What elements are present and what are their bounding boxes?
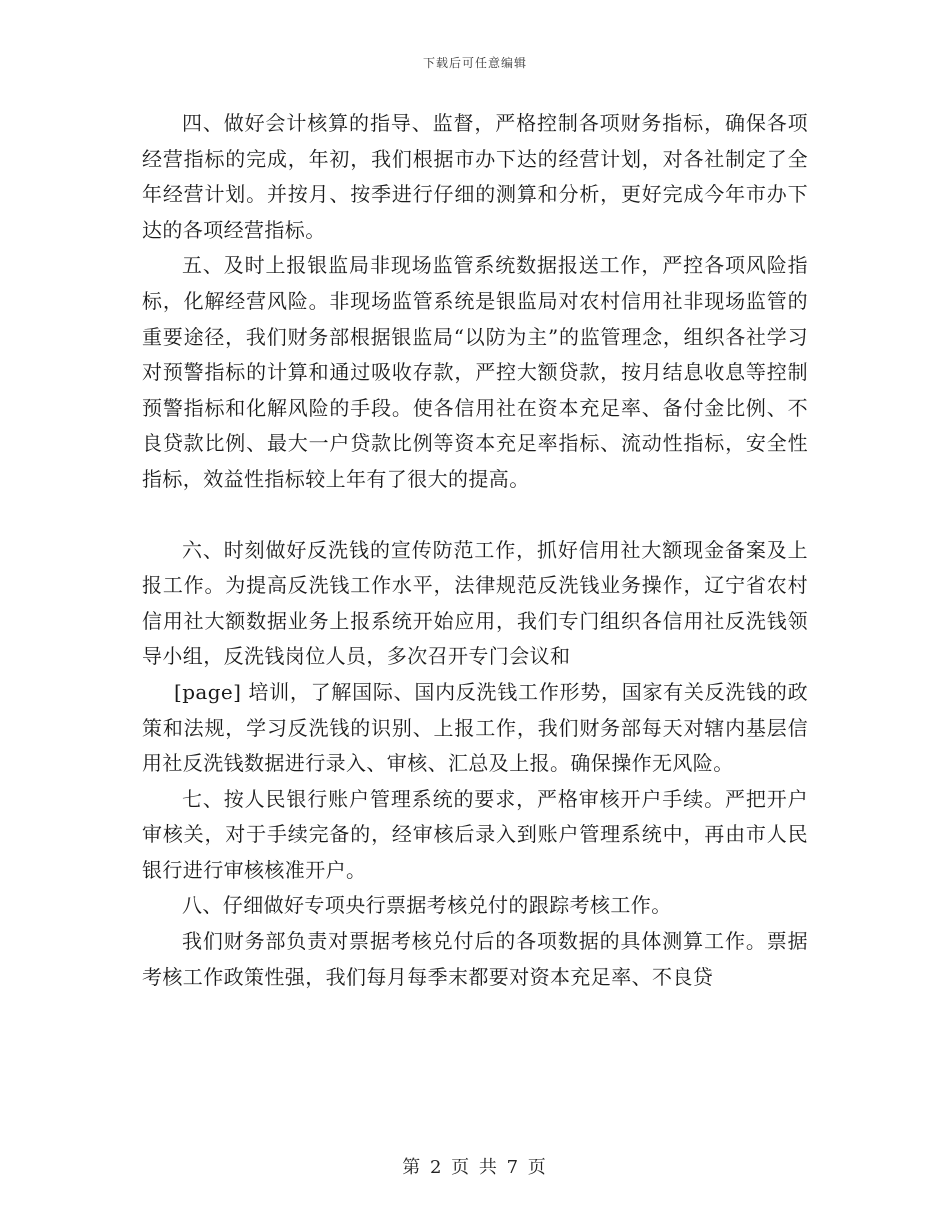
page-number: 第 2 页 共 7 页 [402,1157,548,1178]
paragraph-8: 八、仔细做好专项央行票据考核兑付的跟踪考核工作。 [182,893,672,918]
paragraph-6: 六、时刻做好反洗钱的宣传防范工作，抓好信用社大额现金备案及上报工作。为提高反洗钱工作水平，法律规范反洗钱业务操作，辽宁省农村信用社大额数据业务上报系统开始应用，我们专门组织各信用社反洗钱领导小组，反洗钱岗位人员，多次召开专门会议和 [142,537,808,669]
paragraph-5: 五、及时上报银监局非现场监管系统数据报送工作，严控各项风险指标，化解经营风险。非现场监管系统是银监局对农村信用社非现场监管的重要途径，我们财务部根据银监局“以防为主”的监管理念，组织各社学习对预警指标的计算和通过吸收存款，严控大额贷款，按月结息收息等控制预警指标和化解风险的手段。使各信用社在资本充足率、备付金比例、不良贷款比例、最大一户贷款比例等资本充足率指标、流动性指标，安全性指标，效益性指标较上年有了很大的提高。 [142,253,808,491]
paragraph-7: 七、按人民银行账户管理系统的要求，严格审核开户手续。严把开户审核关，对于手续完备的，经审核后录入到账户管理系统中，再由市人民银行进行审核核准开户。 [142,786,808,882]
paragraph-8-detail: 我们财务部负责对票据考核兑付后的各项数据的具体测算工作。票据考核工作政策性强，我们每月每季末都要对资本充足率、不良贷 [142,929,808,989]
paragraph-page-break: [page] 培训，了解国际、国内反洗钱工作形势，国家有关反洗钱的政策和法规，学习反洗钱的识别、上报工作，我们财务部每天对辖内基层信用社反洗钱数据进行录入、审核、汇总及上报。确保操作无风险。 [142,679,808,776]
paragraph-4: 四、做好会计核算的指导、监督，严格控制各项财务指标，确保各项经营指标的完成，年初，我们根据市办下达的经营计划，对各社制定了全年经营计划。并按月、按季进行仔细的测算和分析，更好完成今年市办下达的各项经营指标。 [142,111,808,242]
document-body [142,106,808,995]
page-header: 下载后可任意编辑 [422,56,527,70]
